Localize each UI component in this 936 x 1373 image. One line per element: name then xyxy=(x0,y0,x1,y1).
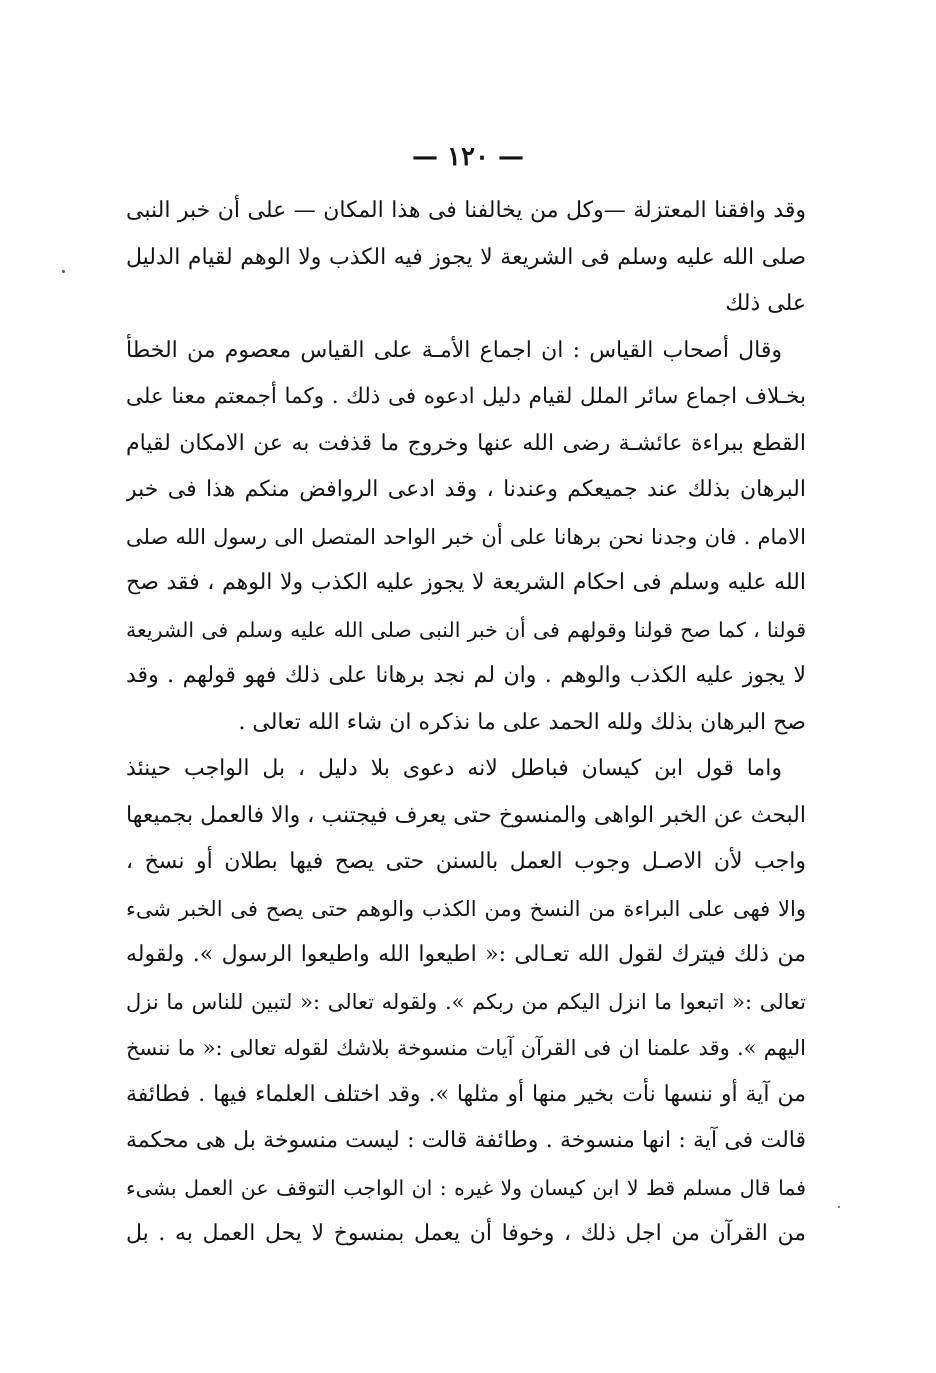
text-line: البرهان بذلك عند جميعكم وعندنا ، وقد ادعى الروافض منكم هذا فى خبر xyxy=(126,477,806,502)
text-line: من آية أو ننسها نأت بخير منها أو مثلها ». وقد اختلف العلماء فيها . فطائفة xyxy=(126,1081,806,1107)
text-line: واجب لأن الاصـل وجوب العمل بالسنن حتى يصح فيها بطلان أو نسخ ، xyxy=(126,849,806,874)
scan-speck xyxy=(62,270,65,273)
text-line: قولنا ، كما صح قولنا وقولهم فى أن خبر النبى صلى الله عليه وسلم فى الشريعة xyxy=(126,617,806,642)
text-line: بخـلاف اجماع سائر الملل لقيام دليل ادعوه فى ذلك . وكما أجمعتم معنا على xyxy=(126,384,806,409)
text-line: وقد وافقنا المعتزلة —وكل من يخالفنا فى هذا المكان — على أن خبر النبى xyxy=(126,198,806,223)
page-number: — ١٢٠ — xyxy=(411,142,525,172)
text-line: لا يجوز عليه الكذب والوهم . وان لم نجد برهانا على ذلك فهو قولهم . وقد xyxy=(126,663,806,688)
text-line: وقال أصحاب القياس : ان اجماع الأمـة على القياس معصوم من الخطأ xyxy=(126,337,782,363)
scan-speck xyxy=(838,1206,840,1208)
text-line: تعالى :« اتبعوا ما انزل اليكم من ربكم ». ولقوله تعالى :« لتبين للناس ما نزل xyxy=(126,989,806,1014)
text-line: من القرآن من اجل ذلك ، وخوفا أن يعمل بمنسوخ لا يحل العمل به . بل xyxy=(126,1221,806,1246)
body-text xyxy=(126,188,806,1258)
text-line: اليهم ». وقد علمنا ان فى القرآن آيات منسوخة بلاشك لقوله تعالى :« ما ننسخ xyxy=(126,1036,806,1060)
text-line: البحث عن الخبر الواهى والمنسوخ حتى يعرف فيجتنب ، والا فالعمل بجميعها xyxy=(126,802,806,828)
text-line: فما قال مسلم قط لا ابن كيسان ولا غيره : ان الواجب التوقف عن العمل بشىء xyxy=(126,1175,806,1200)
text-line: الله عليه وسلم فى احكام الشريعة لا يجوز عليه الكذب ولا الوهم ، فقد صح xyxy=(126,570,806,595)
text-line: واما قول ابن كيسان فباطل لانه دعوى بلا دليل ، بل الواجب حينئذ xyxy=(126,756,782,781)
text-line: من ذلك فيترك لقول الله تعـالى :« اطيعوا الله واطيعوا الرسول ». ولقوله xyxy=(126,942,806,967)
text-line: الامام . فان وجدنا نحن برهانا على أن خبر الواحد المتصل الى رسول الله صلى xyxy=(126,524,806,549)
text-line: القطع ببراءة عائشـة رضى الله عنها وخروج ما قذفت به عن الامكان لقيام xyxy=(126,430,806,456)
text-line: صلى الله عليه وسلم فى الشريعة لا يجوز فيه الكذب ولا الوهم لقيام الدليل xyxy=(126,244,806,270)
text-line: قالت فى آية : انها منسوخة . وطائفة قالت : ليست منسوخة بل هى محكمة xyxy=(126,1128,806,1153)
text-line: والا فهى على البراءة من النسخ ومن الكذب والوهم حتى يصح فى الخبر شىء xyxy=(126,896,806,921)
text-line: على ذلك xyxy=(725,291,806,316)
text-line: صح البرهان بذلك ولله الحمد على ما نذكره ان شاء الله تعالى . xyxy=(238,709,806,735)
